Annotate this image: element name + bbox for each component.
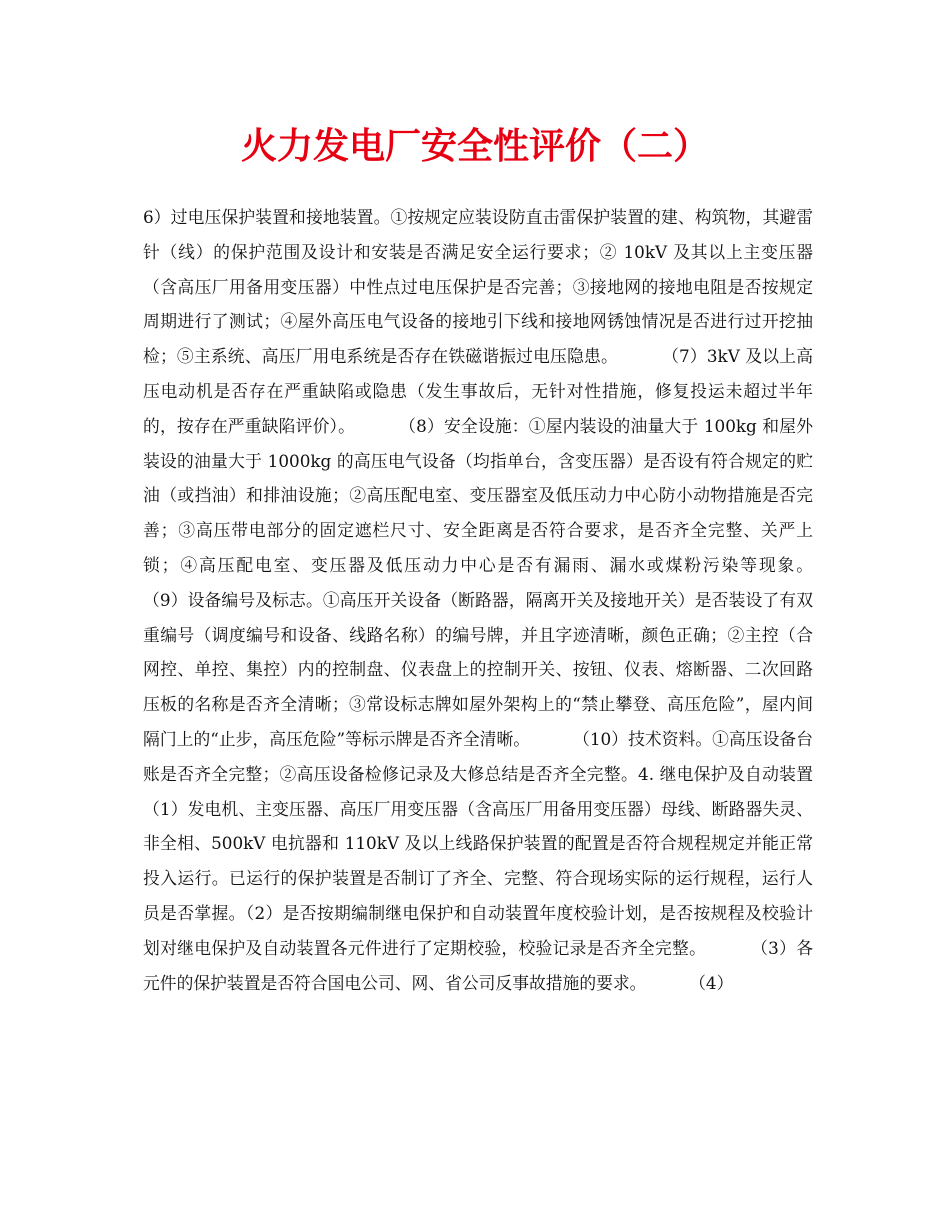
document-title: 火力发电厂安全性评价（二） (240, 125, 709, 167)
paragraph-text: 6）过电压保护装置和接地装置。①按规定应装设防直击雷保护装置的建、构筑物，其避雷针（线）的保护范围及设计和安装是否满足安全运行要求；② 10kV 及其以上主变压器（含高压厂用备用变压器）中性点过电压保护是否完善；③接地网的接地电阻是否按规定周期进行了测试；④屋外高压电气设备的接地引下线和接地网锈蚀情况是否进行过开挖抽检；⑤主系统、高压厂用电系统是否存在铁磁谐振过电压隐患。 （7）3kV 及以上高压电动机是否存在严重缺陷或隐患（发生事故后，无针对性措施，修复投运未超过半年的，按存在严重缺陷评价）。 （8）安全设施：①屋内装设的油量大于 100kg 和屋外装设的油量大于 1000kg 的高压电气设备（均指单台，含变压器）是否设有符合规定的贮油（或挡油）和排油设施；②高压配电室、变压器室及低压动力中心防小动物措施是否完善；③高压带电部分的固定遮栏尺寸、安全距离是否符合要求，是否齐全完整、关严上锁；④高压配电室、变压器及低压动力中心是否有漏雨、漏水或煤粉污染等现象。 （9）设备编号及标志。①高压开关设备（断路器，隔离开关及接地开关）是否装设了有双重编号（调度编号和设备、线路名称）的编号牌，并且字迹清晰，颜色正确；②主控（合网控、单控、集控）内的控制盘、仪表盘上的控制开关、按钮、仪表、熔断器、二次回路压板的名称是否齐全清晰；③常设标志牌如屋外架构上的“禁止攀登、高压危险”，屋内间隔门上的“止步，高压危险”等标示牌是否齐全清晰。 （10）技术资料。①高压设备台账是否齐全完整；②高压设备检修记录及大修总结是否齐全完整。4. 继电保护及自动装置 （1）发电机、主变压器、高压厂用变压器（含高压厂用备用变压器）母线、断路器失灵、非全相、500kV 电抗器和 110kV 及以上线路保护装置的配置是否符合规程规定并能正常投入运行。已运行的保护装置是否制订了齐全、完整、符合现场实际的运行规程，运行人员是否掌握。（2）是否按期编制继电保护和自动装置年度校验计划，是否按规程及校验计划对继电保护及自动装置各元件进行了定期校验，校验记录是否齐全完整。 （3）各元件的保护装置是否符合国电公司、网、省公司反事故措施的要求。 （4） (143, 207, 856, 993)
document-body-paragraph (143, 200, 856, 1000)
